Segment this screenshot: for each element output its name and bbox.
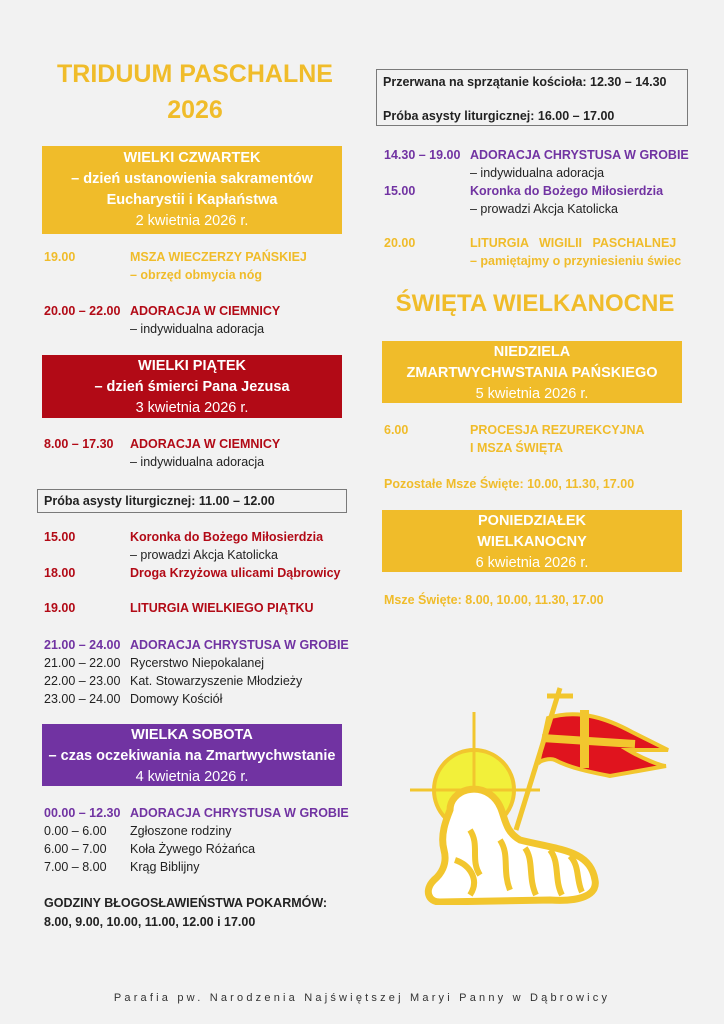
event-time: 18.00 bbox=[44, 566, 76, 580]
adoration-group-row: 21.00 – 22.00 Rycerstwo Niepokalanej bbox=[44, 656, 265, 670]
event-subtitle: – indywidualna adoracja bbox=[470, 166, 605, 180]
sunday-subtitle: ZMARTWYCHWSTANIA PAŃSKIEGO bbox=[406, 365, 658, 381]
title-line1: TRIDUUM PASCHALNE bbox=[57, 60, 333, 88]
adoration-group-row: 23.00 – 24.00 Domowy Kościół bbox=[44, 692, 223, 706]
saturday-date: 4 kwietnia 2026 r. bbox=[135, 769, 249, 785]
thursday-name: WIELKI CZWARTEK bbox=[123, 150, 261, 166]
event-title: LITURGIA WIELKIEGO PIĄTKU bbox=[130, 601, 314, 615]
event-time: 20.00 bbox=[384, 236, 416, 250]
event-time: 21.00 – 24.00 bbox=[44, 638, 121, 652]
banner-flag bbox=[538, 710, 668, 776]
friday-adoration bbox=[44, 636, 364, 708]
friday-subtitle: – dzień śmierci Pana Jezusa bbox=[94, 379, 290, 395]
saturday-name: WIELKA SOBOTA bbox=[131, 727, 253, 743]
thursday-event bbox=[44, 302, 354, 338]
event-title: PROCESJA REZUREKCYJNA bbox=[470, 423, 645, 437]
event-title: Koronka do Bożego Miłosierdzia bbox=[130, 530, 324, 544]
event-title: ADORACJA W CIEMNICY bbox=[130, 304, 281, 318]
event-title: LITURGIA WIGILII PASCHALNEJ bbox=[470, 236, 677, 250]
adoration-group-row: 7.00 – 8.00 Krąg Biblijny bbox=[44, 860, 200, 874]
sunday-event bbox=[384, 421, 694, 457]
event-title: ADORACJA CHRYSTUSA W GROBIE bbox=[130, 806, 349, 820]
friday-rehearsal-note: Próba asysty liturgicznej: 11.00 – 12.00 bbox=[37, 489, 347, 513]
thursday-event bbox=[44, 248, 354, 284]
adoration-group-row: 6.00 – 7.00 Koła Żywego Różańca bbox=[44, 842, 256, 856]
event-time: 19.00 bbox=[44, 601, 76, 615]
event-time: 6.00 bbox=[384, 423, 409, 437]
friday-header bbox=[42, 355, 342, 418]
blessing-hours bbox=[44, 894, 364, 932]
thursday-date: 2 kwietnia 2026 r. bbox=[135, 213, 249, 229]
event-subtitle: – prowadzi Akcja Katolicka bbox=[470, 202, 618, 216]
event-time: 19.00 bbox=[44, 250, 76, 264]
monday-date: 6 kwietnia 2026 r. bbox=[475, 555, 589, 571]
monday-masses: Msze Święte: 8.00, 10.00, 11.30, 17.00 bbox=[384, 593, 604, 607]
page-title bbox=[30, 56, 360, 128]
event-time: 8.00 – 17.30 bbox=[44, 437, 114, 451]
event-time: 15.00 bbox=[44, 530, 76, 544]
event-title: ADORACJA CHRYSTUSA W GROBIE bbox=[470, 148, 689, 162]
adoration-group-row: 0.00 – 6.00 Zgłoszone rodziny bbox=[44, 824, 232, 838]
event-subtitle: – indywidualna adoracja bbox=[130, 455, 265, 469]
event-title: Droga Krzyżowa ulicami Dąbrowicy bbox=[130, 566, 341, 580]
monday-name: PONIEDZIAŁEK bbox=[478, 513, 586, 529]
event-time: 14.30 – 19.00 bbox=[384, 148, 461, 162]
rehearsal-note: Próba asysty liturgicznej: 16.00 – 17.00 bbox=[383, 109, 615, 123]
event-title: MSZA WIECZERZY PAŃSKIEJ bbox=[130, 250, 307, 264]
cleaning-break-note: Przerwana na sprzątanie kościoła: 12.30 – 14.30 bbox=[383, 75, 667, 89]
sunday-header bbox=[382, 341, 682, 403]
easter-title: ŚWIĘTA WIELKANOCNE bbox=[395, 290, 675, 317]
friday-date: 3 kwietnia 2026 r. bbox=[135, 400, 249, 416]
friday-name: WIELKI PIĄTEK bbox=[138, 358, 246, 374]
sunday-date: 5 kwietnia 2026 r. bbox=[475, 386, 589, 402]
title-year: 2026 bbox=[167, 96, 223, 124]
sunday-other-masses: Pozostałe Msze Święte: 10.00, 11.30, 17.00 bbox=[384, 477, 635, 491]
thursday-header bbox=[42, 146, 342, 234]
friday-event bbox=[44, 435, 354, 471]
event-title: ADORACJA W CIEMNICY bbox=[130, 437, 281, 451]
event-subtitle: – prowadzi Akcja Katolicka bbox=[130, 548, 278, 562]
event-subtitle: – indywidualna adoracja bbox=[130, 322, 265, 336]
friday-event bbox=[44, 599, 364, 617]
adoration-group-row: 22.00 – 23.00 Kat. Stowarzyszenie Młodzieży bbox=[44, 674, 303, 688]
blessing-label: GODZINY BŁOGOSŁAWIEŃSTWA POKARMÓW: bbox=[44, 896, 328, 910]
saturday-header bbox=[42, 724, 342, 786]
paschal-lamb-icon bbox=[410, 680, 680, 905]
thursday-subtitle: – dzień ustanowienia sakramentów bbox=[71, 171, 313, 187]
saturday-event bbox=[384, 146, 694, 218]
event-title: Koronka do Bożego Miłosierdzia bbox=[470, 184, 664, 198]
friday-event bbox=[44, 528, 364, 582]
monday-subtitle: WIELKANOCNY bbox=[477, 534, 587, 550]
saturday-subtitle: – czas oczekiwania na Zmartwychwstanie bbox=[48, 748, 336, 764]
blessing-times: 8.00, 9.00, 10.00, 11.00, 12.00 i 17.00 bbox=[44, 915, 256, 929]
event-time: 00.00 – 12.30 bbox=[44, 806, 121, 820]
event-title-2: I MSZA ŚWIĘTA bbox=[470, 441, 564, 455]
saturday-adoration bbox=[44, 804, 364, 876]
event-title: ADORACJA CHRYSTUSA W GROBIE bbox=[130, 638, 349, 652]
parish-footer: Parafia pw. Narodzenia Najświętszej Maryi Panny w Dąbrowicy bbox=[113, 992, 611, 1004]
thursday-subtitle2: Eucharystii i Kapłaństwa bbox=[106, 192, 278, 208]
event-time: 15.00 bbox=[384, 184, 416, 198]
vigil-event bbox=[384, 234, 694, 270]
monday-header bbox=[382, 510, 682, 572]
sunday-name: NIEDZIELA bbox=[493, 344, 571, 360]
event-subtitle: – obrzęd obmycia nóg bbox=[130, 268, 262, 282]
event-subtitle: – pamiętajmy o przyniesieniu świec bbox=[470, 254, 682, 268]
saturday-notes-box bbox=[376, 69, 688, 126]
event-time: 20.00 – 22.00 bbox=[44, 304, 121, 318]
